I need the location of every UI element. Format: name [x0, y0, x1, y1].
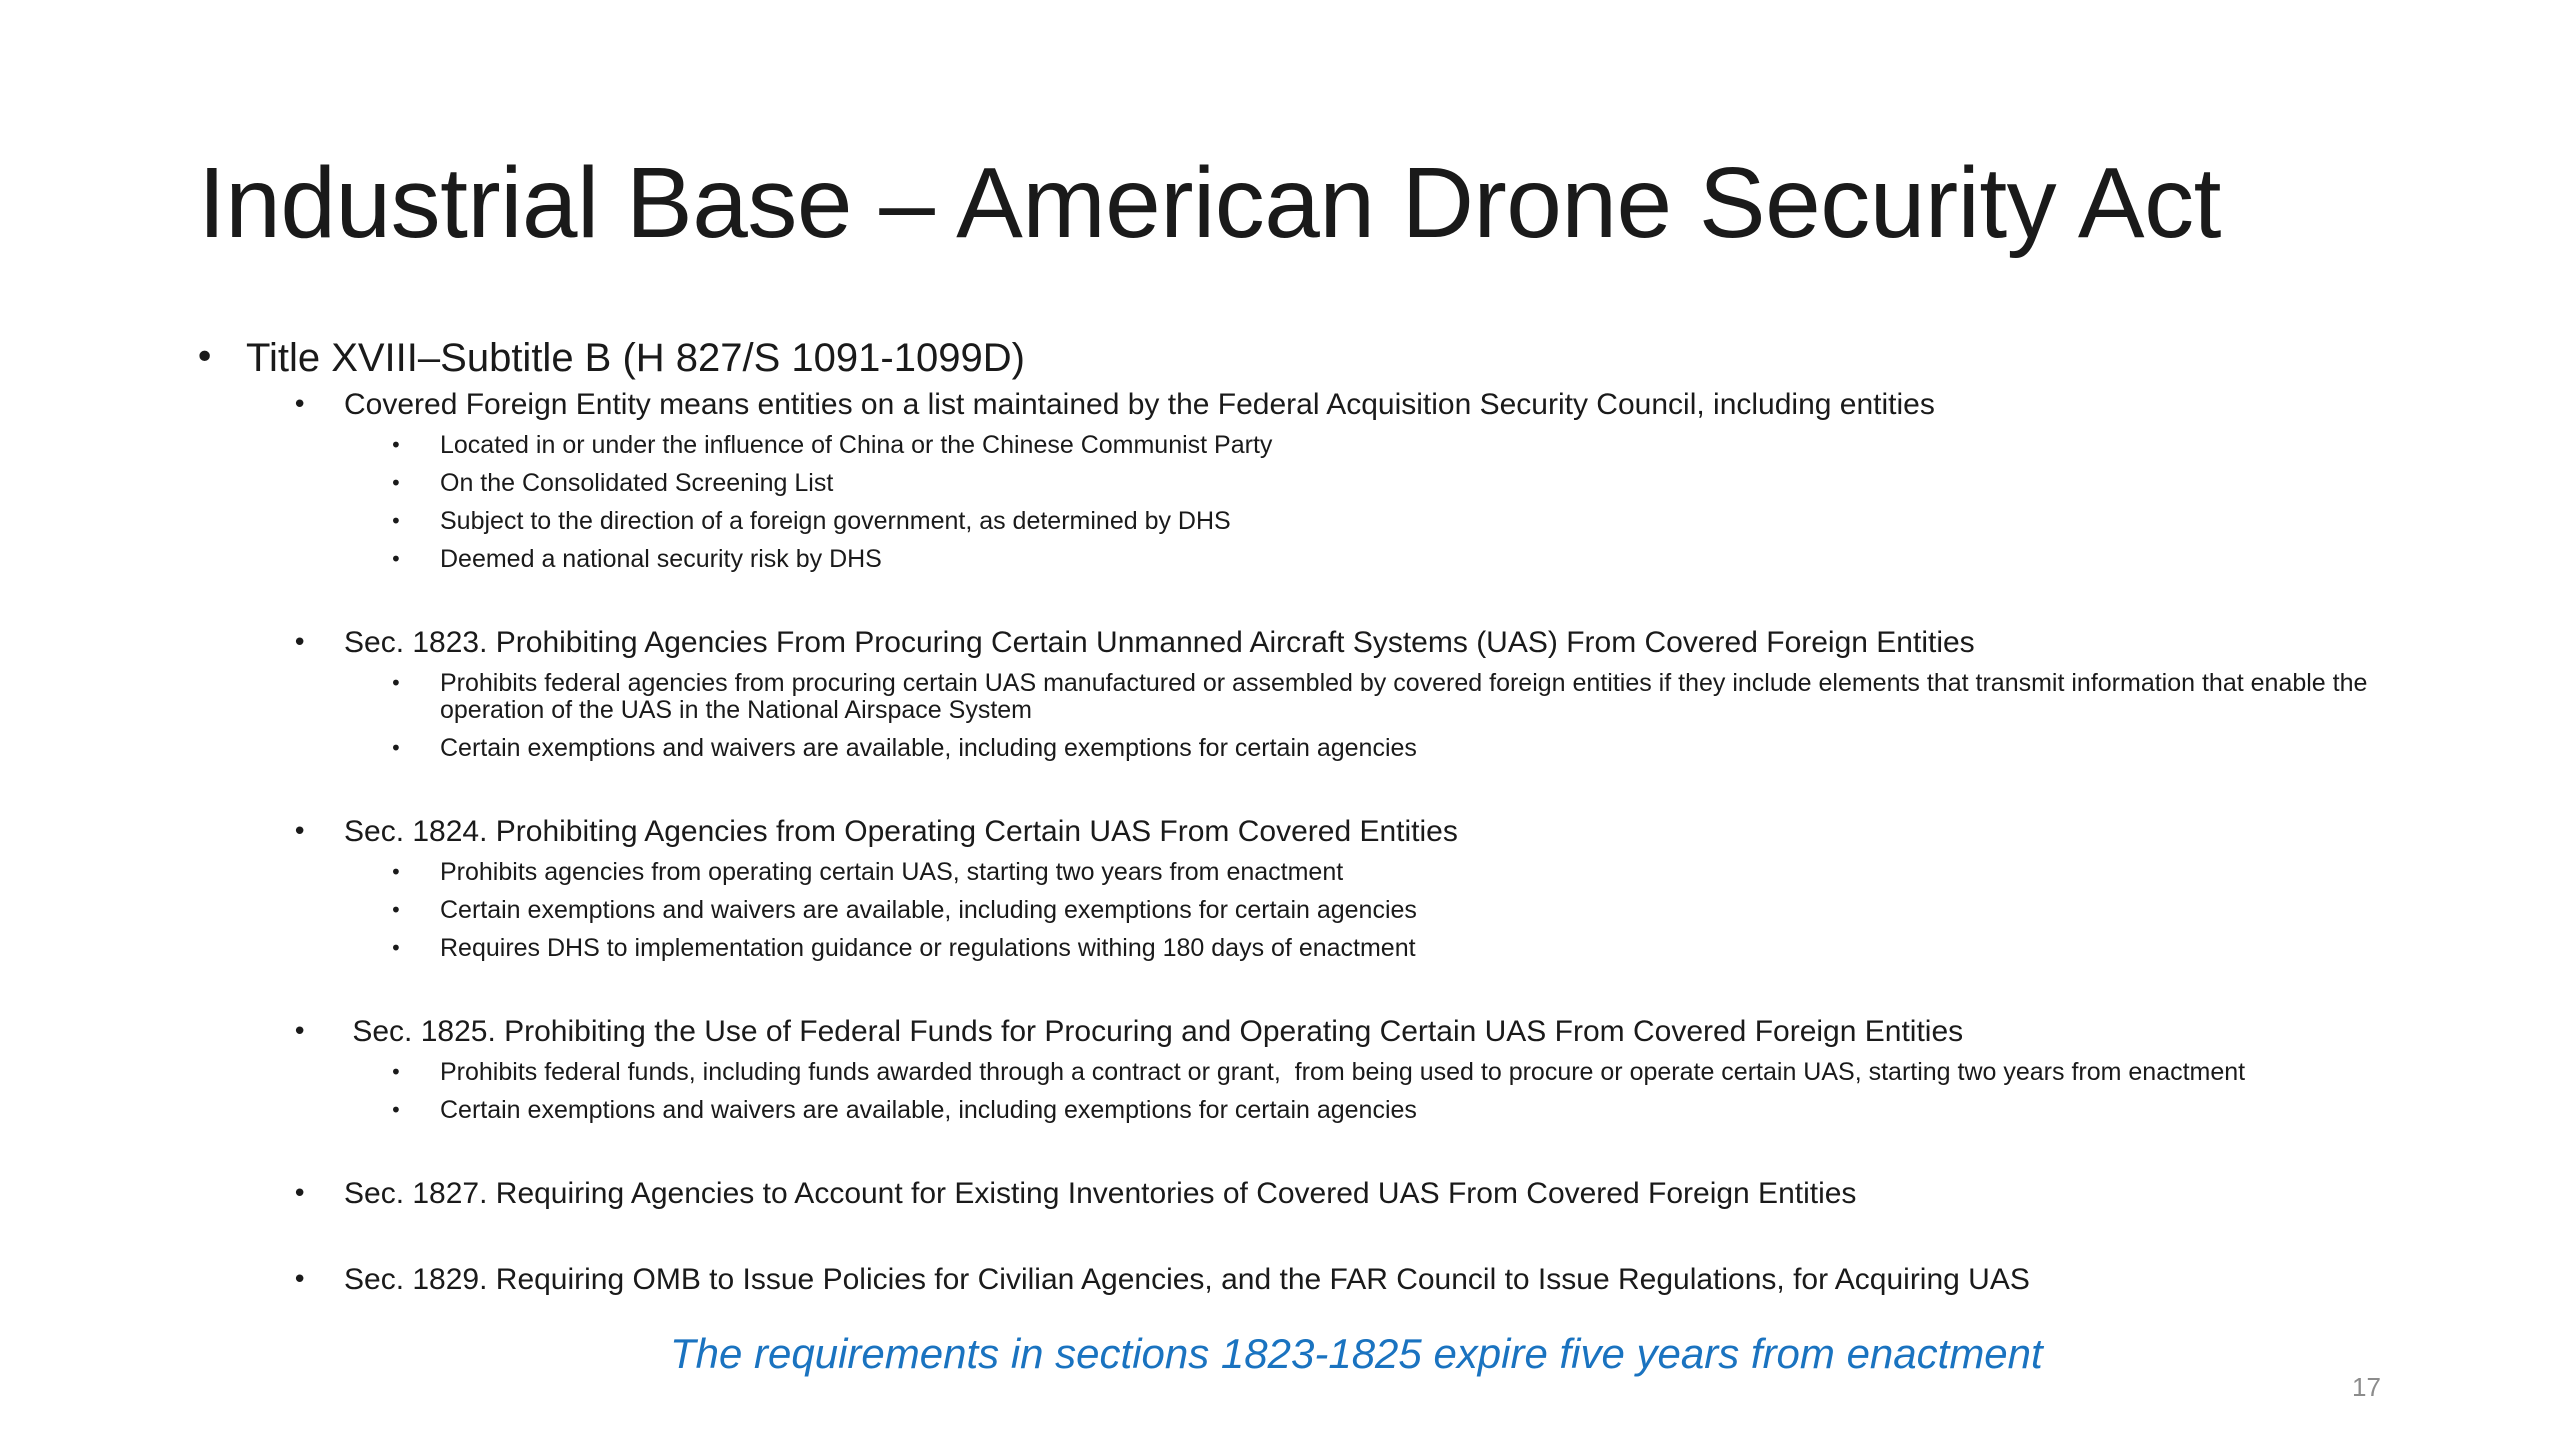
- section-sec-1827: [194, 1173, 2454, 1215]
- bullet-icon: •: [292, 1265, 308, 1295]
- page-number: 17: [2352, 1372, 2381, 1402]
- section-heading: Sec. 1824. Prohibiting Agencies from Operating Certain UAS From Covered Entities: [344, 815, 1458, 848]
- bullet-icon: •: [390, 898, 402, 922]
- spacer: [194, 1215, 2454, 1259]
- list-item-text: Certain exemptions and waivers are available, including exemptions for certain agencies: [440, 1096, 1417, 1124]
- list-item-text: Subject to the direction of a foreign government, as determined by DHS: [440, 507, 1231, 535]
- list-item: [194, 929, 2454, 967]
- list-item-text: Prohibits federal funds, including funds awarded through a contract or grant, from being used to procure or operate certain UAS, starting two years from enactment: [440, 1058, 2246, 1086]
- list-item-text: Prohibits agencies from operating certain UAS, starting two years from enactment: [440, 858, 1344, 886]
- list-item-text: Certain exemptions and waivers are available, including exemptions for certain agencies: [440, 734, 1417, 762]
- slide-title: Industrial Base – American Drone Security Act: [198, 147, 2221, 259]
- bullet-icon: •: [390, 1060, 402, 1084]
- bullet-icon: •: [292, 817, 308, 847]
- list-item-text: Certain exemptions and waivers are available, including exemptions for certain agencies: [440, 896, 1417, 924]
- list-item: [194, 853, 2454, 891]
- list-item-text: Prohibits federal agencies from procuring certain UAS manufactured or assembled by covered foreign entities if they include elements that transmit information that enable the operation of the UAS in the National Airspace System: [440, 669, 2368, 724]
- list-item: [194, 729, 2454, 767]
- section-heading: Covered Foreign Entity means entities on a list maintained by the Federal Acquisition Security Council, including entities: [344, 388, 1935, 421]
- section-covered-foreign-entity: [194, 384, 2454, 426]
- list-item: [194, 502, 2454, 540]
- bullet-icon: •: [292, 1179, 308, 1209]
- bullet-icon: •: [390, 433, 402, 457]
- bullet-icon: •: [194, 337, 216, 378]
- footnote: The requirements in sections 1823-1825 expire five years from enactment: [670, 1330, 2043, 1377]
- section-sec-1823: [194, 622, 2454, 664]
- list-item-text: Requires DHS to implementation guidance or regulations withing 180 days of enactment: [440, 934, 1416, 962]
- list-item: [194, 891, 2454, 929]
- spacer: [194, 1129, 2454, 1173]
- section-sec-1824: [194, 811, 2454, 853]
- bullet-icon: •: [292, 1017, 308, 1047]
- section-heading: Sec. 1823. Prohibiting Agencies From Procuring Certain Unmanned Aircraft Systems (UAS) From Covered Foreign Entities: [344, 626, 1975, 659]
- bullet-icon: •: [292, 628, 308, 658]
- list-item: [194, 1091, 2454, 1129]
- bullet-icon: •: [390, 509, 402, 533]
- list-item: [194, 1053, 2454, 1091]
- spacer: [194, 967, 2454, 1011]
- section-sec-1829: [194, 1259, 2454, 1301]
- list-item-text: On the Consolidated Screening List: [440, 469, 834, 497]
- bullet-icon: •: [390, 860, 402, 884]
- spacer: [194, 578, 2454, 622]
- section-heading: Sec. 1829. Requiring OMB to Issue Policies for Civilian Agencies, and the FAR Council to Issue Regulations, for Acquiring UAS: [344, 1263, 2030, 1296]
- bullet-icon: •: [390, 547, 402, 571]
- spacer: [194, 767, 2454, 811]
- list-item: [194, 664, 2454, 729]
- list-item: [194, 426, 2454, 464]
- bullet-icon: •: [390, 736, 402, 760]
- bullet-icon: •: [390, 936, 402, 960]
- list-item-text: Located in or under the influence of China or the Chinese Communist Party: [440, 431, 1273, 459]
- bullet-title-xviii: [194, 332, 2454, 384]
- bullet-icon: •: [390, 1098, 402, 1122]
- list-item-text: Deemed a national security risk by DHS: [440, 545, 882, 573]
- bullet-icon: •: [292, 390, 308, 420]
- list-item: [194, 540, 2454, 578]
- list-item: [194, 464, 2454, 502]
- bullet-icon: •: [390, 671, 402, 695]
- slide-content: [194, 332, 2454, 1301]
- bullet-text: Title XVIII–Subtitle B (H 827/S 1091-1099D): [246, 336, 1025, 380]
- section-heading: Sec. 1827. Requiring Agencies to Account for Existing Inventories of Covered UAS From Covered Foreign Entities: [344, 1177, 1857, 1210]
- section-heading: Sec. 1825. Prohibiting the Use of Federal Funds for Procuring and Operating Certain UAS From Covered Foreign Entities: [344, 1015, 1964, 1048]
- section-sec-1825: [194, 1011, 2454, 1053]
- bullet-icon: •: [390, 471, 402, 495]
